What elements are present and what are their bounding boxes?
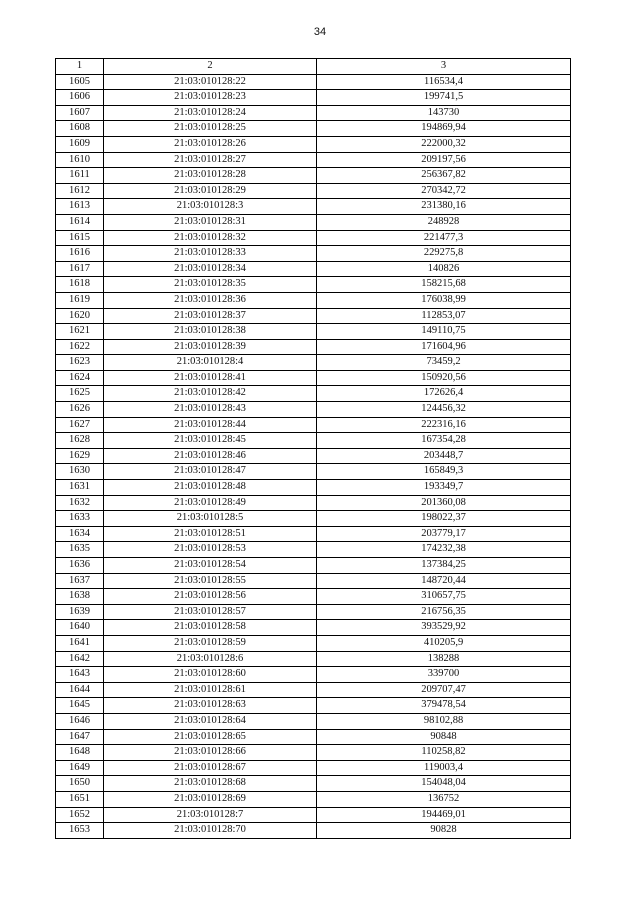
- row-number-cell: 1607: [56, 105, 104, 121]
- cadastral-number-cell: 21:03:010128:32: [104, 230, 317, 246]
- table-row: [56, 682, 571, 698]
- row-number-cell: 1615: [56, 230, 104, 246]
- cadastral-number-cell: 21:03:010128:41: [104, 370, 317, 386]
- row-number-cell: 1630: [56, 464, 104, 480]
- value-cell: 116534,4: [317, 74, 571, 90]
- table-row: [56, 558, 571, 574]
- row-number-cell: 1650: [56, 776, 104, 792]
- row-number-cell: 1640: [56, 620, 104, 636]
- row-number-cell: 1609: [56, 136, 104, 152]
- value-cell: 124456,32: [317, 402, 571, 418]
- table-row: [56, 511, 571, 527]
- row-number-cell: 1652: [56, 807, 104, 823]
- cadastral-number-cell: 21:03:010128:68: [104, 776, 317, 792]
- row-number-cell: 1645: [56, 698, 104, 714]
- value-cell: 137384,25: [317, 558, 571, 574]
- value-cell: 119003,4: [317, 760, 571, 776]
- row-number-cell: 1643: [56, 667, 104, 683]
- row-number-cell: 1605: [56, 74, 104, 90]
- table-row: [56, 324, 571, 340]
- value-cell: 158215,68: [317, 277, 571, 293]
- row-number-cell: 1651: [56, 791, 104, 807]
- table-row: [56, 807, 571, 823]
- value-cell: 221477,3: [317, 230, 571, 246]
- value-cell: 209707,47: [317, 682, 571, 698]
- cadastral-number-cell: 21:03:010128:56: [104, 589, 317, 605]
- cadastral-number-cell: 21:03:010128:60: [104, 667, 317, 683]
- row-number-cell: 1621: [56, 324, 104, 340]
- row-number-cell: 1625: [56, 386, 104, 402]
- value-cell: 90828: [317, 823, 571, 839]
- page-number: 34: [313, 26, 327, 38]
- cadastral-number-cell: 21:03:010128:43: [104, 402, 317, 418]
- table-row: [56, 542, 571, 558]
- value-cell: 209197,56: [317, 152, 571, 168]
- value-cell: 203779,17: [317, 526, 571, 542]
- table-row: [56, 121, 571, 137]
- value-cell: 112853,07: [317, 308, 571, 324]
- table-row: [56, 417, 571, 433]
- row-number-cell: 1653: [56, 823, 104, 839]
- value-cell: 98102,88: [317, 713, 571, 729]
- value-cell: 165849,3: [317, 464, 571, 480]
- cadastral-number-cell: 21:03:010128:55: [104, 573, 317, 589]
- row-number-cell: 1641: [56, 635, 104, 651]
- cadastral-number-cell: 21:03:010128:70: [104, 823, 317, 839]
- value-cell: 73459,2: [317, 355, 571, 371]
- column-header-2: 2: [104, 59, 317, 75]
- value-cell: 174232,38: [317, 542, 571, 558]
- row-number-cell: 1614: [56, 214, 104, 230]
- table-row: [56, 495, 571, 511]
- value-cell: 222316,16: [317, 417, 571, 433]
- row-number-cell: 1631: [56, 480, 104, 496]
- row-number-cell: 1610: [56, 152, 104, 168]
- cadastral-number-cell: 21:03:010128:66: [104, 745, 317, 761]
- cadastral-number-cell: 21:03:010128:7: [104, 807, 317, 823]
- table-row: [56, 620, 571, 636]
- table-body: [56, 74, 571, 838]
- row-number-cell: 1636: [56, 558, 104, 574]
- value-cell: 136752: [317, 791, 571, 807]
- cadastral-number-cell: 21:03:010128:22: [104, 74, 317, 90]
- table-row: [56, 729, 571, 745]
- cadastral-number-cell: 21:03:010128:37: [104, 308, 317, 324]
- cadastral-number-cell: 21:03:010128:65: [104, 729, 317, 745]
- value-cell: 231380,16: [317, 199, 571, 215]
- table-row: [56, 667, 571, 683]
- value-cell: 167354,28: [317, 433, 571, 449]
- table-row: [56, 589, 571, 605]
- table-row: [56, 261, 571, 277]
- row-number-cell: 1613: [56, 199, 104, 215]
- table-header-row: [56, 59, 571, 75]
- value-cell: 140826: [317, 261, 571, 277]
- cadastral-number-cell: 21:03:010128:61: [104, 682, 317, 698]
- value-cell: 199741,5: [317, 90, 571, 106]
- row-number-cell: 1647: [56, 729, 104, 745]
- table-row: [56, 402, 571, 418]
- value-cell: 339700: [317, 667, 571, 683]
- value-cell: 176038,99: [317, 292, 571, 308]
- cadastral-number-cell: 21:03:010128:48: [104, 480, 317, 496]
- cadastral-number-cell: 21:03:010128:58: [104, 620, 317, 636]
- cadastral-number-cell: 21:03:010128:64: [104, 713, 317, 729]
- table-row: [56, 277, 571, 293]
- table-row: [56, 791, 571, 807]
- table-row: [56, 386, 571, 402]
- row-number-cell: 1646: [56, 713, 104, 729]
- row-number-cell: 1620: [56, 308, 104, 324]
- value-cell: 154048,04: [317, 776, 571, 792]
- cadastral-number-cell: 21:03:010128:23: [104, 90, 317, 106]
- cadastral-number-cell: 21:03:010128:53: [104, 542, 317, 558]
- cadastral-number-cell: 21:03:010128:46: [104, 448, 317, 464]
- value-cell: 194869,94: [317, 121, 571, 137]
- cadastral-number-cell: 21:03:010128:36: [104, 292, 317, 308]
- cadastral-number-cell: 21:03:010128:54: [104, 558, 317, 574]
- row-number-cell: 1642: [56, 651, 104, 667]
- table-row: [56, 308, 571, 324]
- table-row: [56, 823, 571, 839]
- cadastral-number-cell: 21:03:010128:57: [104, 604, 317, 620]
- value-cell: 138288: [317, 651, 571, 667]
- cadastral-number-cell: 21:03:010128:67: [104, 760, 317, 776]
- cadastral-number-cell: 21:03:010128:24: [104, 105, 317, 121]
- cadastral-number-cell: 21:03:010128:45: [104, 433, 317, 449]
- cadastral-number-cell: 21:03:010128:69: [104, 791, 317, 807]
- row-number-cell: 1612: [56, 183, 104, 199]
- cadastral-number-cell: 21:03:010128:25: [104, 121, 317, 137]
- table-row: [56, 214, 571, 230]
- table-row: [56, 713, 571, 729]
- table-row: [56, 573, 571, 589]
- table-row: [56, 433, 571, 449]
- row-number-cell: 1634: [56, 526, 104, 542]
- row-number-cell: 1619: [56, 292, 104, 308]
- table-row: [56, 480, 571, 496]
- value-cell: 222000,32: [317, 136, 571, 152]
- cadastral-number-cell: 21:03:010128:6: [104, 651, 317, 667]
- value-cell: 149110,75: [317, 324, 571, 340]
- value-cell: 172626,4: [317, 386, 571, 402]
- cadastral-number-cell: 21:03:010128:35: [104, 277, 317, 293]
- row-number-cell: 1639: [56, 604, 104, 620]
- cadastral-number-cell: 21:03:010128:51: [104, 526, 317, 542]
- value-cell: 194469,01: [317, 807, 571, 823]
- value-cell: 143730: [317, 105, 571, 121]
- row-number-cell: 1638: [56, 589, 104, 605]
- cadastral-number-cell: 21:03:010128:49: [104, 495, 317, 511]
- value-cell: 90848: [317, 729, 571, 745]
- table-row: [56, 168, 571, 184]
- value-cell: 379478,54: [317, 698, 571, 714]
- table-row: [56, 776, 571, 792]
- column-header-1: 1: [56, 59, 104, 75]
- row-number-cell: 1618: [56, 277, 104, 293]
- data-table: [55, 58, 571, 839]
- cadastral-number-cell: 21:03:010128:31: [104, 214, 317, 230]
- value-cell: 110258,82: [317, 745, 571, 761]
- table-row: [56, 90, 571, 106]
- cadastral-number-cell: 21:03:010128:26: [104, 136, 317, 152]
- row-number-cell: 1622: [56, 339, 104, 355]
- row-number-cell: 1632: [56, 495, 104, 511]
- table-row: [56, 136, 571, 152]
- cadastral-number-cell: 21:03:010128:59: [104, 635, 317, 651]
- table-row: [56, 635, 571, 651]
- cadastral-number-cell: 21:03:010128:29: [104, 183, 317, 199]
- table-row: [56, 105, 571, 121]
- value-cell: 193349,7: [317, 480, 571, 496]
- cadastral-number-cell: 21:03:010128:63: [104, 698, 317, 714]
- table-row: [56, 74, 571, 90]
- row-number-cell: 1617: [56, 261, 104, 277]
- table-row: [56, 292, 571, 308]
- table-row: [56, 760, 571, 776]
- row-number-cell: 1635: [56, 542, 104, 558]
- value-cell: 150920,56: [317, 370, 571, 386]
- cadastral-number-cell: 21:03:010128:3: [104, 199, 317, 215]
- row-number-cell: 1611: [56, 168, 104, 184]
- table-row: [56, 604, 571, 620]
- cadastral-number-cell: 21:03:010128:33: [104, 246, 317, 262]
- row-number-cell: 1649: [56, 760, 104, 776]
- table-row: [56, 448, 571, 464]
- cadastral-number-cell: 21:03:010128:5: [104, 511, 317, 527]
- value-cell: 410205,9: [317, 635, 571, 651]
- value-cell: 216756,35: [317, 604, 571, 620]
- row-number-cell: 1633: [56, 511, 104, 527]
- row-number-cell: 1606: [56, 90, 104, 106]
- row-number-cell: 1644: [56, 682, 104, 698]
- row-number-cell: 1626: [56, 402, 104, 418]
- row-number-cell: 1637: [56, 573, 104, 589]
- cadastral-number-cell: 21:03:010128:28: [104, 168, 317, 184]
- value-cell: 270342,72: [317, 183, 571, 199]
- row-number-cell: 1608: [56, 121, 104, 137]
- value-cell: 201360,08: [317, 495, 571, 511]
- cadastral-number-cell: 21:03:010128:47: [104, 464, 317, 480]
- row-number-cell: 1627: [56, 417, 104, 433]
- row-number-cell: 1623: [56, 355, 104, 371]
- table-row: [56, 246, 571, 262]
- row-number-cell: 1648: [56, 745, 104, 761]
- cadastral-number-cell: 21:03:010128:34: [104, 261, 317, 277]
- cadastral-number-cell: 21:03:010128:27: [104, 152, 317, 168]
- table-row: [56, 339, 571, 355]
- value-cell: 393529,92: [317, 620, 571, 636]
- row-number-cell: 1629: [56, 448, 104, 464]
- value-cell: 248928: [317, 214, 571, 230]
- value-cell: 229275,8: [317, 246, 571, 262]
- value-cell: 198022,37: [317, 511, 571, 527]
- value-cell: 310657,75: [317, 589, 571, 605]
- table-row: [56, 651, 571, 667]
- value-cell: 148720,44: [317, 573, 571, 589]
- cadastral-number-cell: 21:03:010128:39: [104, 339, 317, 355]
- table-row: [56, 745, 571, 761]
- cadastral-number-cell: 21:03:010128:38: [104, 324, 317, 340]
- table-row: [56, 230, 571, 246]
- table-row: [56, 464, 571, 480]
- value-cell: 256367,82: [317, 168, 571, 184]
- value-cell: 171604,96: [317, 339, 571, 355]
- cadastral-number-cell: 21:03:010128:42: [104, 386, 317, 402]
- table-row: [56, 355, 571, 371]
- table-row: [56, 526, 571, 542]
- row-number-cell: 1624: [56, 370, 104, 386]
- column-header-3: 3: [317, 59, 571, 75]
- table-row: [56, 698, 571, 714]
- cadastral-number-cell: 21:03:010128:4: [104, 355, 317, 371]
- row-number-cell: 1628: [56, 433, 104, 449]
- value-cell: 203448,7: [317, 448, 571, 464]
- table-row: [56, 370, 571, 386]
- table-row: [56, 183, 571, 199]
- row-number-cell: 1616: [56, 246, 104, 262]
- table-row: [56, 199, 571, 215]
- cadastral-number-cell: 21:03:010128:44: [104, 417, 317, 433]
- table-row: [56, 152, 571, 168]
